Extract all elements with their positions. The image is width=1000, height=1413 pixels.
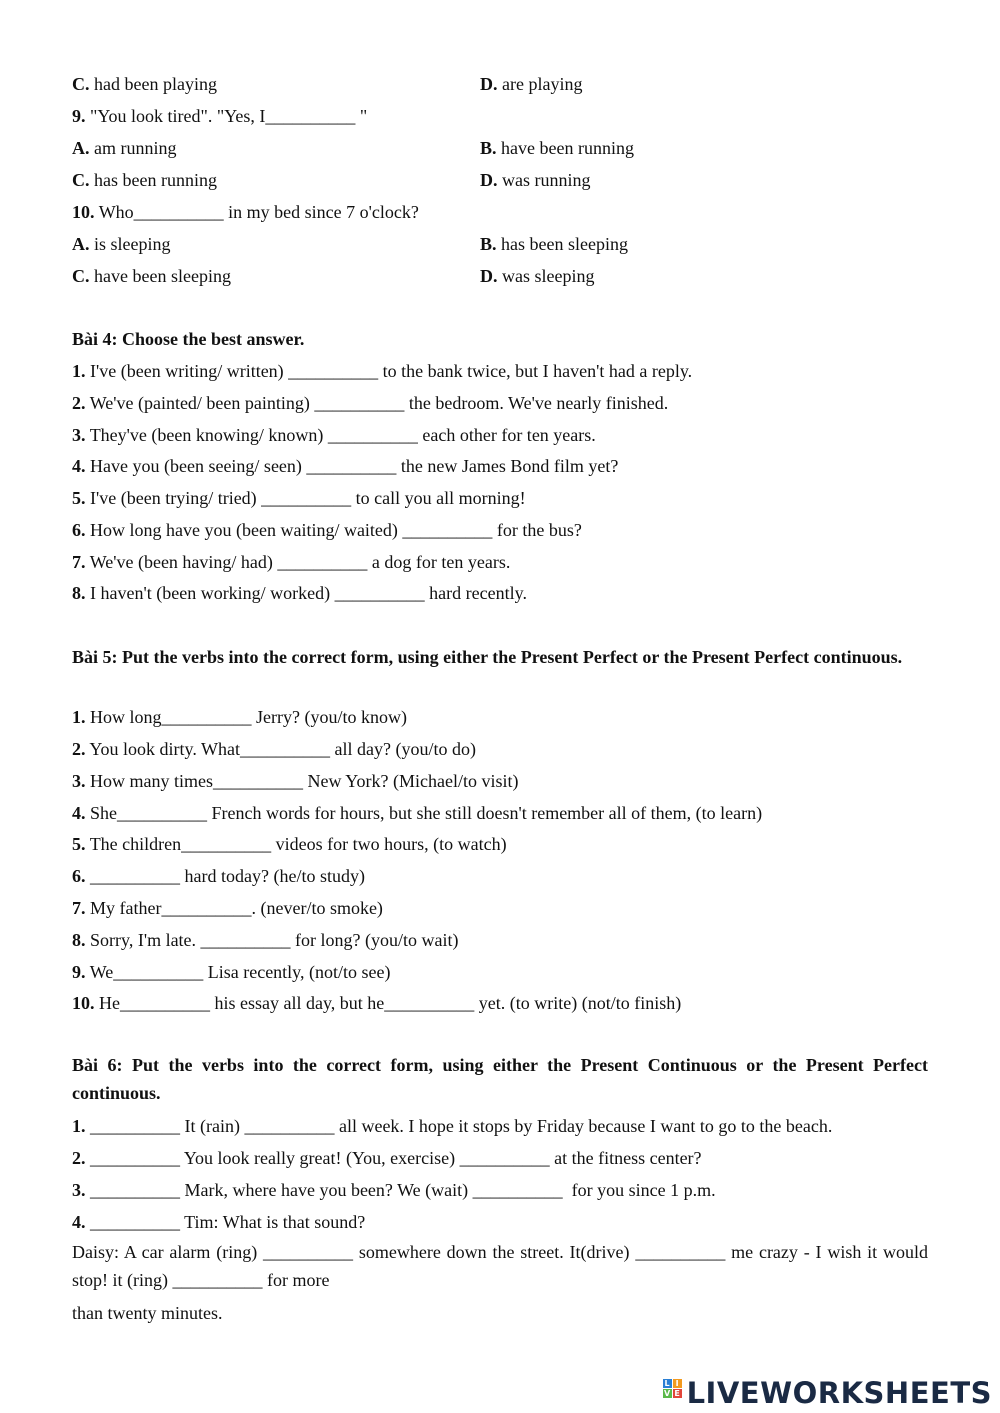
liveworksheets-logo[interactable]	[663, 1376, 992, 1410]
bai5-item-2: 2. You look dirty. What__________ all day? (you/to do)	[72, 739, 476, 759]
bai5-item-9: 9. We__________ Lisa recently, (not/to see)	[72, 962, 391, 982]
bai5-item-6: 6. __________ hard today? (he/to study)	[72, 866, 365, 886]
liveworksheets-logo-text: LIVEWORKSHEETS	[686, 1376, 992, 1410]
q9-option-d: D. was running	[480, 170, 591, 190]
bai5-item-3: 3. How many times__________ New York? (Michael/to visit)	[72, 771, 519, 791]
bai4-item-5: 5. I've (been trying/ tried) __________ to call you all morning!	[72, 488, 526, 508]
bai4-item-6: 6. How long have you (been waiting/ waited) __________ for the bus?	[72, 520, 582, 540]
bai6-item-4: 4. __________ Tim: What is that sound?	[72, 1212, 366, 1232]
q9-option-a: A. am running	[72, 138, 177, 158]
bai6-item-2: 2. __________ You look really great! (You, exercise) __________ at the fitness center?	[72, 1148, 702, 1168]
bai4-item-7: 7. We've (been having/ had) __________ a dog for ten years.	[72, 552, 511, 572]
q10-option-a: A. is sleeping	[72, 234, 171, 254]
q8-option-d: D. are playing	[480, 74, 583, 94]
q10-option-c: C. have been sleeping	[72, 266, 231, 286]
q10-option-b: B. has been sleeping	[480, 234, 628, 254]
bai5-item-7: 7. My father__________. (never/to smoke)	[72, 898, 383, 918]
q10-stem: 10. Who__________ in my bed since 7 o'clock?	[72, 202, 419, 222]
bai4-item-4: 4. Have you (been seeing/ seen) __________ the new James Bond film yet?	[72, 456, 619, 476]
bai6-heading: Bài 6: Put the verbs into the correct form, using either the Present Continuous or the Present Perfect continuous.	[72, 1055, 928, 1103]
q9-option-b: B. have been running	[480, 138, 634, 158]
bai4-heading: Bài 4: Choose the best answer.	[72, 329, 305, 349]
bai6-daisy-end: than twenty minutes.	[72, 1303, 223, 1323]
bai4-item-8: 8. I haven't (been working/ worked) __________ hard recently.	[72, 583, 527, 603]
liveworksheets-mark-icon: L I V E	[663, 1379, 680, 1398]
q8-option-c: C. had been playing	[72, 74, 217, 94]
bai5-heading: Bài 5: Put the verbs into the correct form, using either the Present Perfect or the Present Perfect continuous.	[72, 647, 903, 667]
bai6-item-3: 3. __________ Mark, where have you been? We (wait) __________ for you since 1 p.m.	[72, 1180, 716, 1200]
q10-option-d: D. was sleeping	[480, 266, 595, 286]
bai5-item-8: 8. Sorry, I'm late. __________ for long? (you/to wait)	[72, 930, 459, 950]
bai5-item-10: 10. He__________ his essay all day, but he__________ yet. (to write) (not/to finish)	[72, 993, 682, 1013]
bai6-item-1: 1. __________ It (rain) __________ all week. I hope it stops by Friday because I want to go to the beach.	[72, 1116, 833, 1136]
bai6-daisy-text: Daisy: A car alarm (ring) __________ somewhere down the street. It(drive) __________ me crazy - I wish it would stop! it (ring) __________ for more	[72, 1242, 928, 1290]
bai4-item-1: 1. I've (been writing/ written) __________ to the bank twice, but I haven't had a reply.	[72, 361, 693, 381]
bai5-item-5: 5. The children__________ videos for two hours, (to watch)	[72, 834, 507, 854]
q9-option-c: C. has been running	[72, 170, 217, 190]
bai5-item-4: 4. She__________ French words for hours, but she still doesn't remember all of them, (to learn)	[72, 803, 763, 823]
bai4-item-2: 2. We've (painted/ been painting) __________ the bedroom. We've nearly finished.	[72, 393, 669, 413]
bai4-item-3: 3. They've (been knowing/ known) __________ each other for ten years.	[72, 425, 596, 445]
q9-stem: 9. "You look tired". "Yes, I__________ "	[72, 106, 368, 126]
bai5-item-1: 1. How long__________ Jerry? (you/to know)	[72, 707, 407, 727]
